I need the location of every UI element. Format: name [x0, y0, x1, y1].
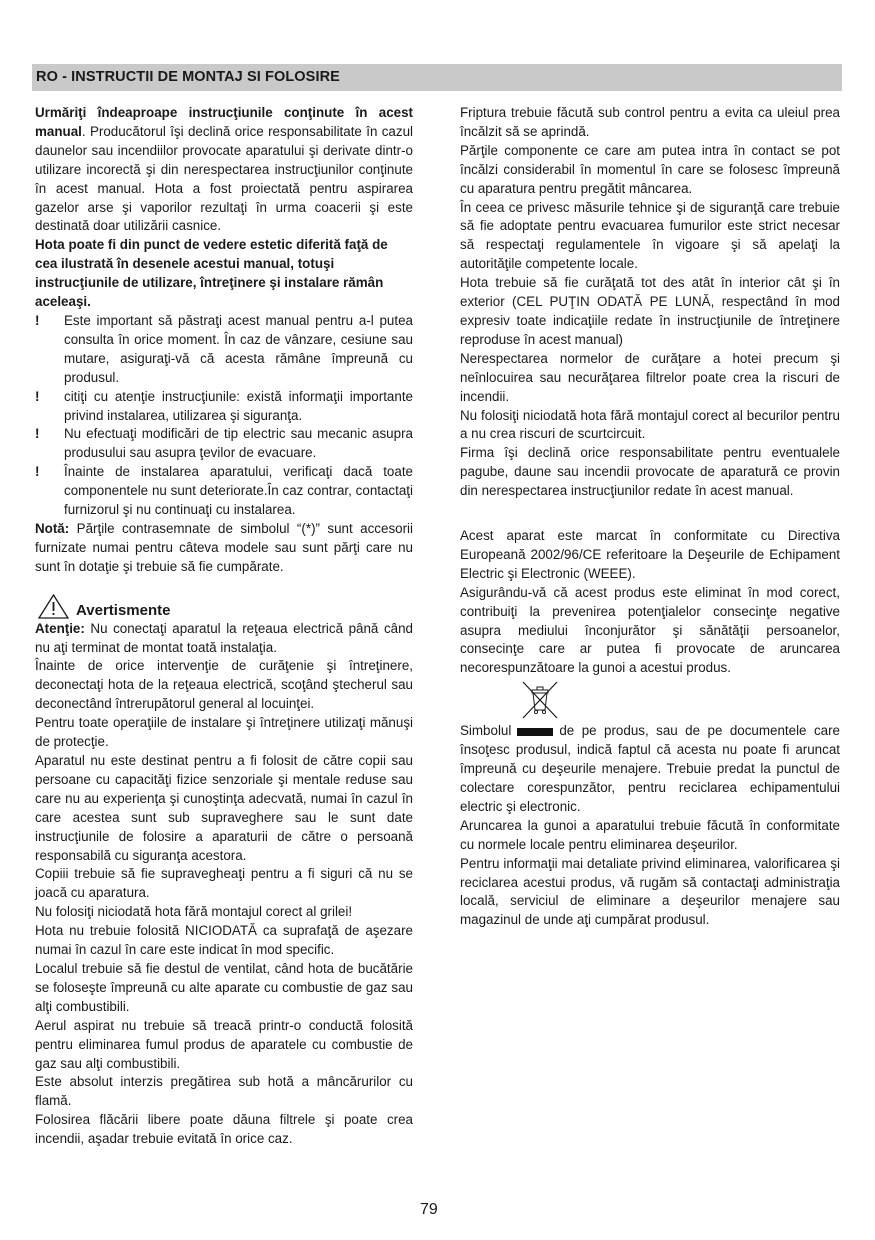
- intro-paragraph: [35, 104, 413, 236]
- warning-paragraph: Nu folosiţi niciodată hota fără montajul corect al grilei!: [35, 904, 353, 920]
- safety-paragraph: Nerespectarea normelor de curăţare a hotei precum şi neînlocuirea sau necurăţarea filtrelor poate crea la riscuri de incendii.: [460, 350, 840, 404]
- warning-paragraph: Folosirea flăcării libere poate dăuna filtrele şi poate crea incendii, aşadar trebuie evitată în orice caz.: [35, 1112, 413, 1147]
- bullet-text: Nu efectuaţi modificări de tip electric sau mecanic asupra produsului sau asupra ţevilor de evacuare.: [64, 426, 413, 461]
- safety-paragraph: Nu folosiţi niciodată hota fără montajul corect al becurilor pentru a nu crea riscuri de scurtcircuit.: [460, 407, 840, 442]
- exclamation-icon: !: [35, 312, 40, 328]
- note-label: Notă:: [35, 520, 70, 536]
- warning-paragraph: Aparatul nu este destinat pentru a fi folosit de către copii sau persoane cu capacităţi fizice senzoriale şi mentale reduse sau care nu au experienţa şi cunoştinţa adecvată, numai în cazul în care acestea sunt sub supraveghere sau le sunt date instrucţiunile de folosire a aparaturii de către o persoană responsabilă cu siguranţa acestora.: [35, 753, 413, 863]
- warning-paragraph: Copiii trebuie să fie supravegheaţi pentru a fi siguri că nu se joacă cu aparatura.: [35, 866, 413, 901]
- section-header-bar: [32, 64, 842, 91]
- attention-paragraph: [35, 620, 413, 658]
- note-text: Părţile contrasemnate de simbolul “(*)” sunt accesorii furnizate numai pentru câteva modele sau sunt părţi care nu sunt în dotaţie şi trebuie să fie cumpărate.: [35, 520, 413, 574]
- symbol-paragraph: [460, 722, 840, 817]
- bullet-text: Înainte de instalarea aparatului, verificaţi dacă toate componentele nu sunt deteriorate.În caz contrar, contactaţi furnizorul şi nu continuaţi cu instalarea.: [64, 464, 413, 518]
- weee-paragraph: Acest aparat este marcat în conformitate cu Directiva Europeană 2002/96/CE referitoare la Deşeurile de Echipament Electric şi Electronic (WEEE).: [460, 528, 840, 581]
- bullet-text: citiţi cu atenţie instrucţiunile: există informaţii importante privind instalarea, utilizarea şi siguranţa.: [64, 388, 413, 423]
- right-column: [460, 104, 840, 930]
- warnings-title: Avertismente: [76, 601, 171, 619]
- symbol-post-text: de pe produs, sau de pe documentele care însoţesc produsul, indică faptul că acesta nu poate fi aruncat împreună cu deşeurile menajere. Trebuie predat la punctul de colectare corespunzător, pentru reciclarea echipamentului electric şi electronic.: [460, 723, 840, 814]
- warning-paragraph: Este absolut interzis pregătirea sub hotă a mâncărurilor cu flamă.: [35, 1074, 413, 1109]
- exclamation-icon: !: [35, 388, 40, 404]
- intro-text: . Producătorul îşi declină orice responsabilitate în cazul daunelor sau incendiilor provocate aparatului şi derivate dintr-o utilizare incorectă şi din nerespectarea instrucţiunilor conţinute în acest manual. Hota a fost proiectată pentru aspirarea gazelor arse şi vaporilor rezultaţi în urma coacerii şi este destinată doar utilizării casnice.: [35, 123, 413, 234]
- symbol-pre-text: Simbolul: [460, 723, 512, 739]
- weee-symbol-area: [460, 678, 840, 722]
- attention-text: Nu conectaţi aparatul la reţeaua electrică până când nu aţi terminat de montat toată instalaţia.: [35, 620, 413, 655]
- bullet-item: [35, 388, 413, 426]
- safety-paragraph: Firma îşi declină orice responsabilitate pentru eventualele pagube, daune sau incendii provocate de aparatură ce provin din nerespectarea instrucţiunilor redate în acest manual.: [460, 445, 840, 499]
- disposal-paragraph: Pentru informaţii mai detaliate privind eliminarea, valorificarea şi reciclarea acestui produs, vă rugăm să contactaţi administraţia locală, serviciul de eliminare a deşeurilor menajere sau magazinul de unde aţi cumpărat produsul.: [460, 855, 840, 928]
- warning-paragraph: Pentru toate operaţiile de instalare şi întreţinere utilizaţi mănuşi de protecţie.: [35, 715, 413, 750]
- warning-triangle-icon: [37, 593, 70, 620]
- attention-label: Atenţie:: [35, 620, 85, 636]
- safety-paragraph: Hota trebuie să fie curăţată tot des atât în interior cât şi în exterior (CEL PUŢIN ODATĂ PE LUNĂ, respectând în mod expresiv toate indicaţiile redate în instrucţiunile de întreţinere reproduse în acest manual): [460, 275, 840, 347]
- warning-paragraph: Hota nu trebuie folosită NICIODATĂ ca suprafaţă de aşezare numai în cazul în care este indicat în mod specific.: [35, 923, 413, 958]
- disposal-paragraph: Aruncarea la gunoi a aparatului trebuie făcută în conformitate cu normele locale pentru eliminarea deşeurilor.: [460, 817, 840, 852]
- bullet-text: Este important să păstraţi acest manual pentru a-l putea consulta în orice moment. În caz de vânzare, cesiune sau mutare, asiguraţi-vă că acesta rămâne împreună cu produsul.: [64, 312, 413, 385]
- design-notice: Hota poate fi din punct de vedere estetic diferită faţă de cea ilustrată în desenele acestui manual, totuşi instrucţiunile de utilizare, întreţinere şi instalare rămân aceleaşi.: [35, 237, 388, 310]
- bullet-item: [35, 425, 413, 463]
- page-number: 79: [420, 1201, 438, 1218]
- safety-paragraph: În ceea ce privesc măsurile tehnice şi de siguranţă care trebuie să fie adoptate pentru evacuarea fumurilor este strict necesar să respectaţi regulamentele în vigoare şi să apelaţi la autorităţile competente locale.: [460, 199, 840, 272]
- crossed-bin-icon: [520, 680, 560, 720]
- warning-paragraph: Înainte de orice intervenţie de curăţenie şi întreţinere, deconectaţi hota de la reţeaua electrică, scoţând ştecherul sau deconectând întrerupătorul general al locuinţei.: [35, 658, 413, 712]
- bullet-item: [35, 312, 413, 388]
- warning-paragraph: Aerul aspirat nu trebuie să treacă printr-o conductă folosită pentru eliminarea fumul produs de aparatele cu combustie de gaz sau alţi combustibili.: [35, 1017, 413, 1071]
- note-paragraph: [35, 520, 413, 577]
- safety-paragraph: Părţile componente ce care am putea intra în contact se pot încălzi considerabil în momentul în care se folosesc împreună cu aparatura pentru pregătit mâncarea.: [460, 142, 840, 196]
- warnings-heading: [35, 593, 413, 620]
- intro-bold-text: Urmăriţi îndeaproape instrucţiunile conţinute în acest manual: [35, 105, 413, 139]
- section-title: RO - INSTRUCTII DE MONTAJ SI FOLOSIRE: [36, 69, 340, 85]
- safety-paragraph: Friptura trebuie făcută sub control pentru a evita ca uleiul prea încălzit să se aprindă.: [460, 105, 840, 139]
- weee-paragraph: Asigurându-vă că acest produs este eliminat în mod corect, contribuiţi la prevenirea potenţialelor consecinţe negative asupra mediului înconjurător şi sănătăţii persoanelor, consecinţe care ar putea fi provocate de aruncarea necorespunzătoare la gunoi a acestui produs.: [460, 584, 840, 676]
- black-bar-symbol-icon: [517, 728, 553, 736]
- warning-paragraph: Localul trebuie să fie destul de ventilat, când hota de bucătărie se foloseşte împreună cu alte aparate cu combustie de gaz sau alţi combustibili.: [35, 960, 413, 1014]
- exclamation-icon: !: [35, 426, 40, 442]
- exclamation-icon: !: [35, 464, 40, 480]
- spacer: [460, 501, 840, 527]
- bullet-item: [35, 463, 413, 520]
- left-column: [35, 104, 413, 1149]
